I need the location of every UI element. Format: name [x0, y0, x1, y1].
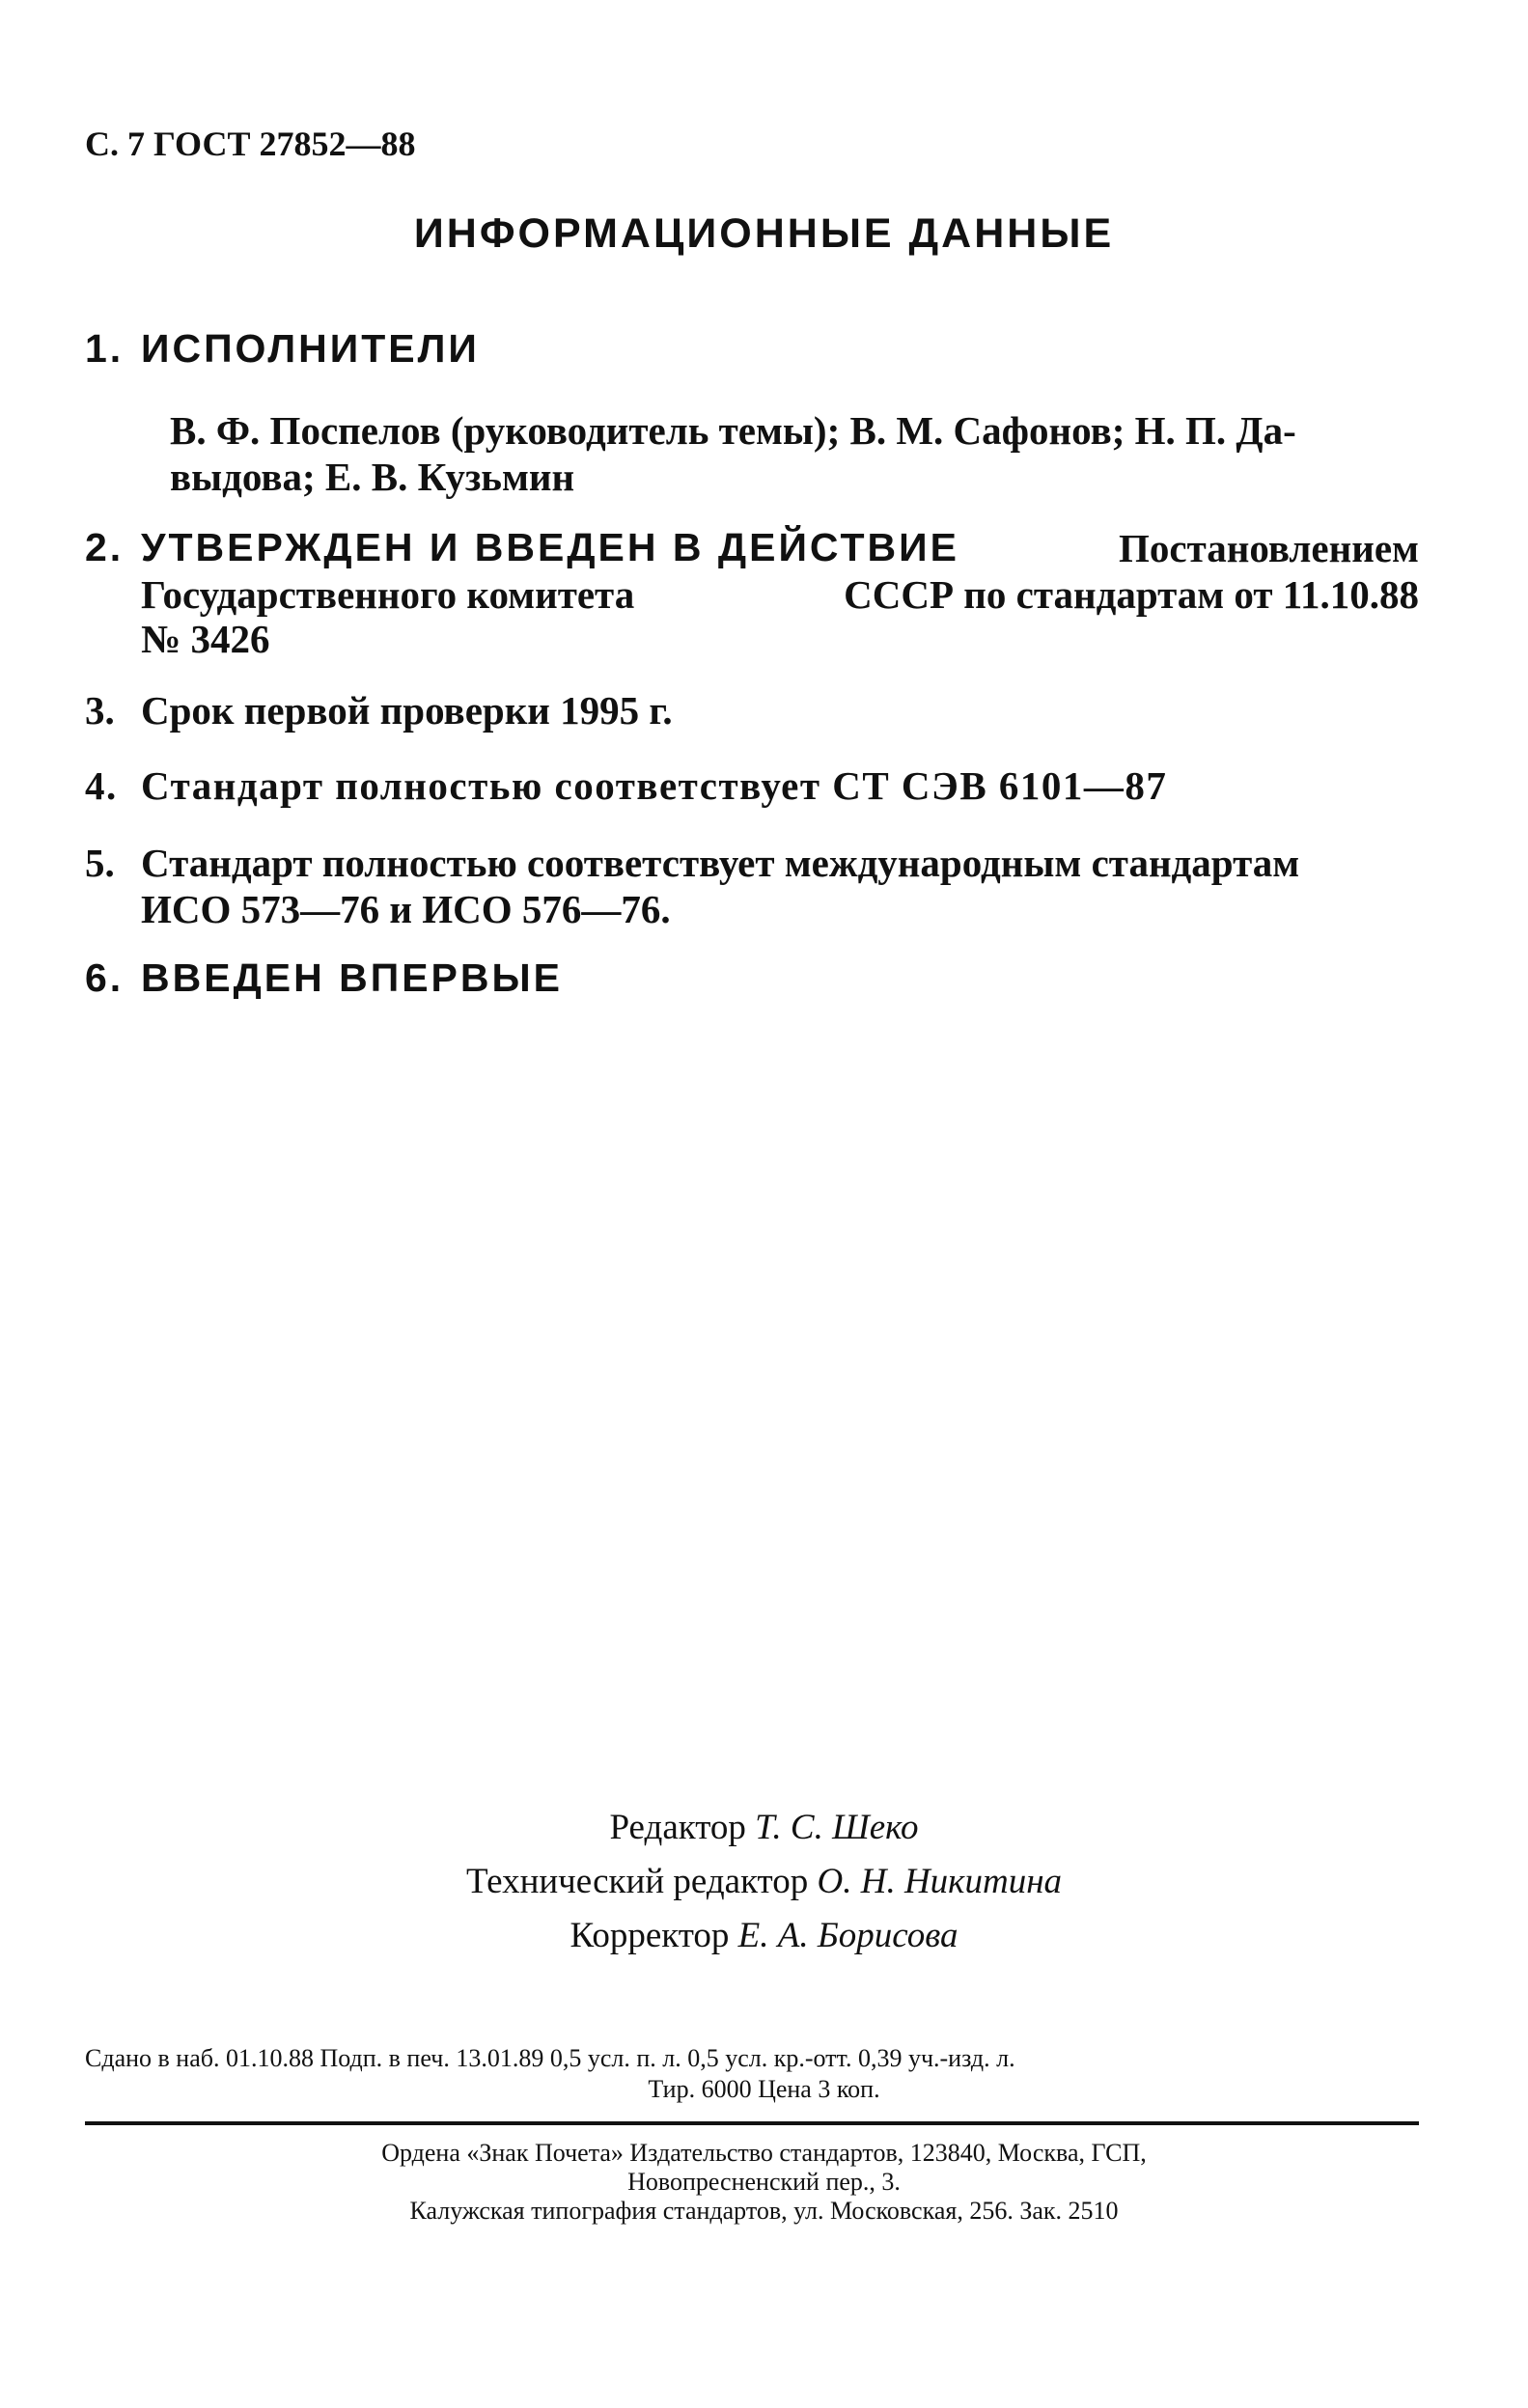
imprint-line-2: Тир. 6000 Цена 3 коп. [648, 2075, 880, 2103]
staff-corrector [0, 1915, 1528, 1956]
staff-editor [0, 1807, 1528, 1848]
item-2-heading [85, 525, 959, 571]
publisher-line-2: Новопресненский пер., 3. [627, 2168, 901, 2196]
item-heading-text: УТВЕРЖДЕН И ВВЕДЕН В ДЕЙСТВИЕ [141, 525, 959, 569]
document-title: ИНФОРМАЦИОННЫЕ ДАННЫЕ [413, 210, 1115, 257]
item-number: 4. [85, 763, 118, 808]
item-text: Стандарт полностью соответствует международным стандартам [141, 841, 1300, 885]
item-1-body-line-2: выдова; Е. В. Кузьмин [170, 455, 575, 499]
item-number: 6. [85, 955, 125, 1000]
item-3 [85, 687, 673, 733]
editor-name: Т. С. Шеко [755, 1808, 919, 1847]
item-2-line-2 [141, 571, 1419, 618]
item-2-line-1 [85, 525, 1419, 571]
item-6-heading [85, 955, 563, 1001]
staff-tech-editor [0, 1861, 1528, 1902]
printer-line: Калужская типография стандартов, ул. Московская, 256. Зак. 2510 [409, 2197, 1119, 2225]
item-5-content [85, 840, 1299, 886]
item-text: Стандарт полностью соответствует СТ СЭВ 6101—87 [141, 763, 1168, 808]
corrector-name: Е. А. Борисова [737, 1916, 958, 1955]
tech-editor-label: Технический редактор [465, 1862, 809, 1901]
item-number: 2. [85, 525, 125, 569]
item-number: 5. [85, 841, 115, 885]
item-2-line-2-right: СССР по стандартам от 11.10.88 [844, 572, 1419, 617]
page-header: С. 7 ГОСТ 27852—88 [85, 125, 416, 163]
tech-editor-name: О. Н. Никитина [817, 1862, 1063, 1901]
item-heading-text: ВВЕДЕН ВПЕРВЫЕ [141, 955, 563, 1000]
item-1-heading [85, 326, 480, 372]
divider-rule [85, 2121, 1419, 2125]
item-5-line-2: ИСО 573—76 и ИСО 576—76. [141, 887, 671, 931]
imprint-line-1: Сдано в наб. 01.10.88 Подп. в печ. 13.01.89 0,5 усл. п. л. 0,5 усл. кр.-отт. 0,39 уч.-изд. л. [85, 2044, 1015, 2072]
editor-label: Редактор [609, 1808, 746, 1847]
item-4 [85, 762, 1167, 809]
item-2-line-2-left: Государственного комитета [141, 572, 635, 617]
item-2-line-3: № 3426 [141, 617, 270, 661]
corrector-label: Корректор [570, 1916, 730, 1955]
item-text: Срок первой проверки 1995 г. [141, 688, 673, 733]
item-number: 3. [85, 688, 115, 733]
publisher-line-1: Ордена «Знак Почета» Издательство стандартов, 123840, Москва, ГСП, [381, 2139, 1147, 2167]
item-5-line-1 [85, 840, 1419, 886]
item-heading-text: ИСПОЛНИТЕЛИ [141, 326, 480, 371]
item-number: 1. [85, 326, 125, 371]
item-1-body-line-1: В. Ф. Поспелов (руководитель темы); В. М. Сафонов; Н. П. Да- [170, 408, 1296, 453]
item-2-heading-tail: Постановлением [1118, 526, 1419, 570]
